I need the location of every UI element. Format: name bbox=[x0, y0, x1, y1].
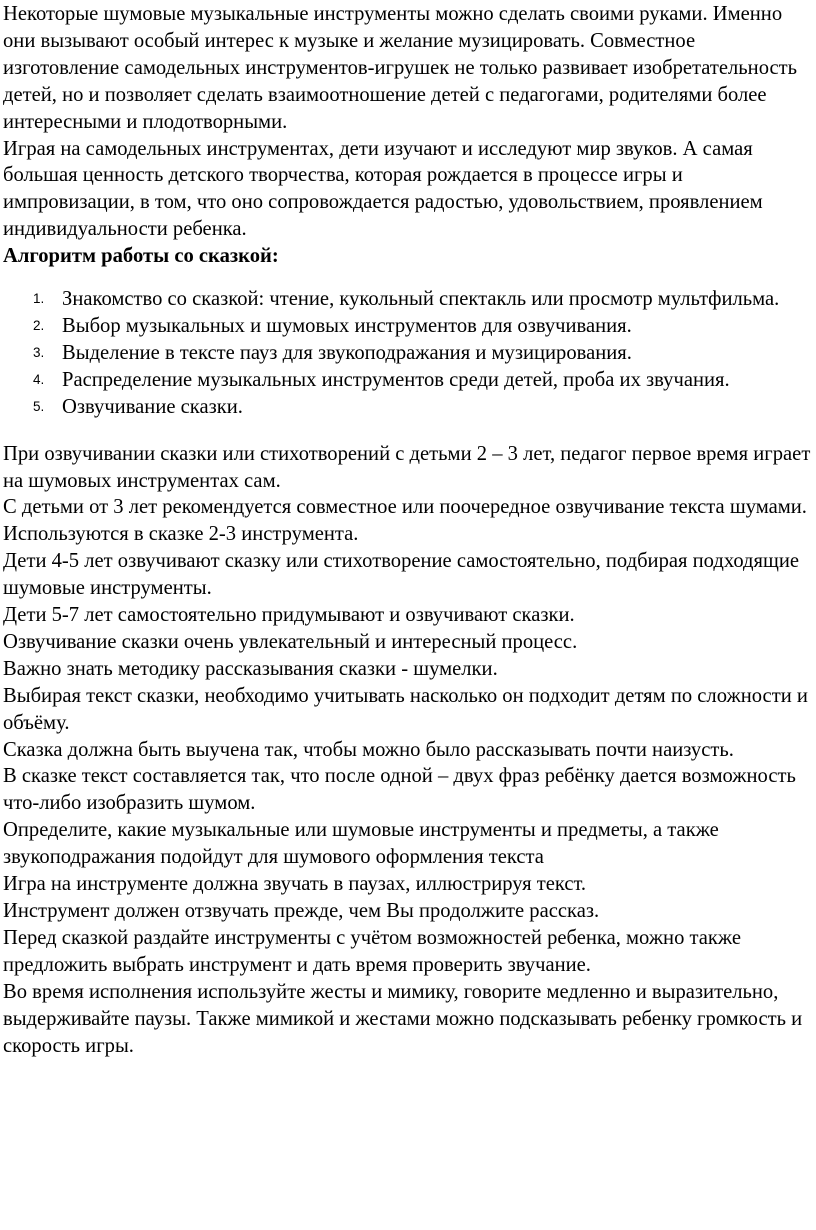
list-item bbox=[3, 340, 815, 367]
algorithm-list bbox=[3, 286, 815, 421]
body-paragraph: Дети 4-5 лет озвучивают сказку или стихотворение самостоятельно, подбирая подходящие шумовые инструменты. bbox=[3, 550, 800, 600]
body-paragraph: С детьми от 3 лет рекомендуется совместное или поочередное озвучивание текста шумами. Используются в сказке 2-3 инструмента. bbox=[3, 496, 807, 546]
intro-paragraph: Играя на самодельных инструментах, дети изучают и исследуют мир звуков. А самая большая ценность детского творчества, которая рождается в процессе игры и импровизации, в том, что оно сопровождается радостью, удовольствием, проявлением индивидуальности ребенка. bbox=[3, 137, 763, 241]
body-paragraph: Перед сказкой раздайте инструменты с учётом возможностей ребенка, можно также предложить выбрать инструмент и дать время проверить звучание. bbox=[3, 926, 742, 976]
list-spacer bbox=[3, 270, 815, 286]
list-item bbox=[3, 394, 815, 421]
list-item-number: 5. bbox=[33, 398, 45, 414]
body-paragraph: При озвучивании сказки или стихотворений с детьми 2 – 3 лет, педагог первое время играет на шумовых инструментах сам. bbox=[3, 442, 811, 492]
list-spacer bbox=[3, 421, 815, 441]
algorithm-heading: Алгоритм работы со сказкой: bbox=[3, 245, 279, 268]
list-item-text: Выбор музыкальных и шумовых инструментов для озвучивания. bbox=[62, 314, 632, 337]
body-paragraph: Выбирая текст сказки, необходимо учитывать насколько он подходит детям по сложности и объёму. bbox=[3, 684, 808, 734]
body-paragraph: Озвучивание сказки очень увлекательный и интересный процесс. bbox=[3, 630, 578, 653]
list-item bbox=[3, 367, 815, 394]
list-item-text: Выделение в тексте пауз для звукоподражания и музицирования. bbox=[62, 341, 632, 364]
body-paragraph: Во время исполнения используйте жесты и мимику, говорите медленно и выразительно, выдерживайте паузы. Также мимикой и жестами можно подсказывать ребенку громкость и скорость игры. bbox=[3, 980, 803, 1057]
list-item-number: 1. bbox=[33, 291, 45, 307]
list-item-number: 2. bbox=[33, 317, 45, 333]
list-item bbox=[3, 286, 815, 313]
body-paragraph: Инструмент должен отзвучать прежде, чем Вы продолжите рассказ. bbox=[3, 900, 600, 922]
intro-paragraph: Некоторые шумовые музыкальные инструменты можно сделать своими руками. Именно они вызывают особый интерес к музыке и желание музицировать. Совместное изготовление самодельных инструментов-игрушек не только развивает изобретательность детей, но и позволяет сделать взаимоотношение детей с педагогами, родителями более интересными и плодотворными. bbox=[3, 3, 798, 133]
document-page bbox=[3, 1, 815, 1059]
list-item-number: 4. bbox=[33, 371, 45, 387]
list-item-text: Распределение музыкальных инструментов среди детей, проба их звучания. bbox=[62, 368, 730, 391]
body-paragraph: Важно знать методику рассказывания сказки - шумелки. bbox=[3, 657, 498, 680]
list-item bbox=[3, 313, 815, 340]
body-paragraph: Определите, какие музыкальные или шумовые инструменты и предметы, а также звукоподражания подойдут для шумового оформления текста bbox=[3, 819, 719, 869]
list-item-text: Озвучивание сказки. bbox=[62, 395, 243, 418]
list-item-number: 3. bbox=[33, 344, 45, 360]
body-paragraph: Дети 5-7 лет самостоятельно придумывают и озвучивают сказки. bbox=[3, 604, 575, 627]
list-item-text: Знакомство со сказкой: чтение, кукольный спектакль или просмотр мультфильма. bbox=[62, 288, 780, 311]
body-paragraph: Игра на инструменте должна звучать в паузах, иллюстрируя текст. bbox=[3, 873, 587, 896]
body-paragraph: В сказке текст составляется так, что после одной – двух фраз ребёнку дается возможность что-либо изобразить шумом. bbox=[3, 765, 796, 815]
body-paragraph: Сказка должна быть выучена так, чтобы можно было рассказывать почти наизусть. bbox=[3, 738, 734, 761]
